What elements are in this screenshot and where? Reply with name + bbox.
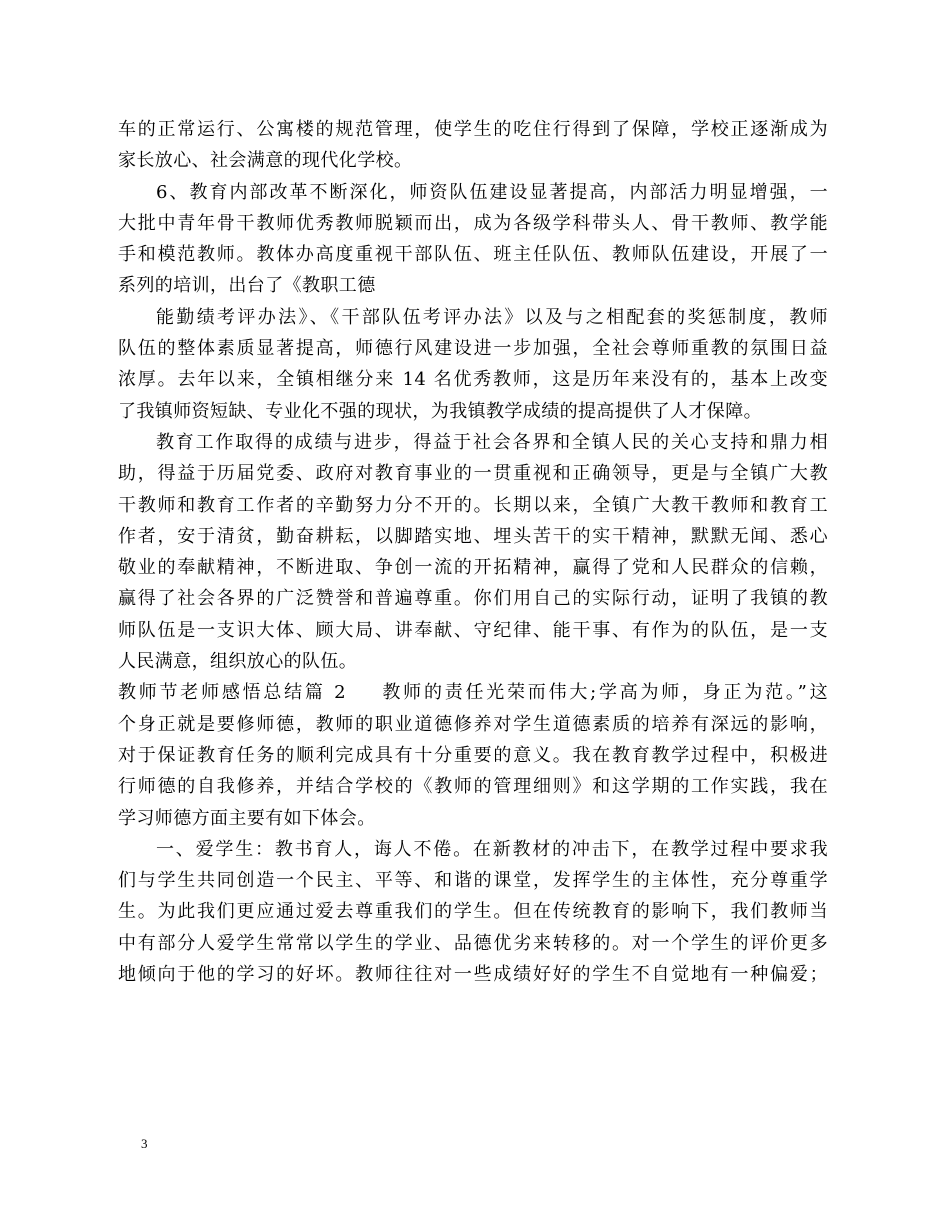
page-number: 3 <box>141 1136 148 1151</box>
text-line: 对于保证教育任务的顺利完成具有十分重要的意义。我在教育教学过程中，积极进 <box>118 744 828 766</box>
section-heading-line <box>118 677 828 708</box>
text-line: 手和模范教师。教体办高度重视干部队伍、班主任队伍、教师队伍建设，开展了一 <box>118 244 828 266</box>
text-line: 干教师和教育工作者的辛勤努力分不开的。长期以来，全镇广大教干教师和教育工 <box>118 494 828 516</box>
text-line: 大批中青年骨干教师优秀教师脱颖而出，成为各级学科带头人、骨干教师、教学能 <box>118 212 828 234</box>
text-line: 师队伍是一支识大体、顾大局、讲奉献、守纪律、能干事、有作为的队伍，是一支 <box>118 619 828 641</box>
text-line: 人民满意，组织放心的队伍。 <box>118 651 358 673</box>
text-line: 队伍的整体素质显著提高，师德行风建设进一步加强，全社会尊师重教的氛围日益 <box>118 338 828 360</box>
text-line: 行师德的自我修养，并结合学校的《教师的管理细则》和这学期的工作实践，我在 <box>118 776 828 798</box>
text-line: 家长放心、社会满意的现代化学校。 <box>118 150 413 172</box>
text-line: 系列的培训，出台了《教职工德 <box>118 275 376 297</box>
text-line: 敬业的奉献精神，不断进取、争创一流的开拓精神，赢得了党和人民群众的信赖， <box>118 557 828 579</box>
text-line: 个身正就是要修师德，教师的职业道德修养对学生道德素质的培养有深远的影响， <box>118 713 828 735</box>
text-line: 生。为此我们更应通过爱去尊重我们的学生。但在传统教育的影响下，我们教师当 <box>118 901 828 923</box>
text-line: 们与学生共同创造一个民主、平等、和谐的课堂，发挥学生的主体性，充分尊重学 <box>118 870 828 892</box>
text-line: 浓厚。去年以来，全镇相继分来 14 名优秀教师，这是历年来没有的，基本上改变 <box>118 369 828 391</box>
text-line: 车的正常运行、公寓楼的规范管理，使学生的吃住行得到了保障，学校正逐渐成为 <box>118 119 828 140</box>
document-body-part-1 <box>118 114 828 677</box>
text-line: 学习师德方面主要有如下体会。 <box>118 807 376 829</box>
text-line: 一、爱学生：教书育人，诲人不倦。在新教材的冲击下，在教学过程中要求我 <box>156 838 828 860</box>
document-body <box>118 114 828 990</box>
text-line: 赢得了社会各界的广泛赞誉和普遍尊重。你们用自己的实际行动，证明了我镇的教 <box>118 588 828 610</box>
text-line: 了我镇师资短缺、专业化不强的现状，为我镇教学成绩的提高提供了人才保障。 <box>118 400 762 422</box>
section-first-line: 教师的责任光荣而伟大;学高为师，身正为范。”这 <box>380 682 828 704</box>
text-line: 6、教育内部改革不断深化，师资队伍建设显著提高，内部活力明显增强，一 <box>156 181 828 203</box>
text-line: 教育工作取得的成绩与进步，得益于社会各界和全镇人民的关心支持和鼎力相 <box>156 431 828 453</box>
document-body-part-2 <box>118 709 828 991</box>
text-line: 能勤绩考评办法》、《干部队伍考评办法》以及与之相配套的奖惩制度，教师 <box>156 306 828 328</box>
text-line: 助，得益于历届党委、政府对教育事业的一贯重视和正确领导，更是与全镇广大教 <box>118 463 828 485</box>
text-line: 中有部分人爱学生常常以学生的学业、品德优劣来转移的。对一个学生的评价更多 <box>118 932 828 954</box>
text-line: 地倾向于他的学习的好坏。教师往往对一些成绩好好的学生不自觉地有一种偏爱； <box>118 964 828 986</box>
section-heading: 教师节老师感悟总结篇 2 <box>118 682 347 704</box>
text-line: 作者，安于清贫，勤奋耕耘，以脚踏实地、埋头苦干的实干精神，默默无闻、悉心 <box>118 525 828 547</box>
